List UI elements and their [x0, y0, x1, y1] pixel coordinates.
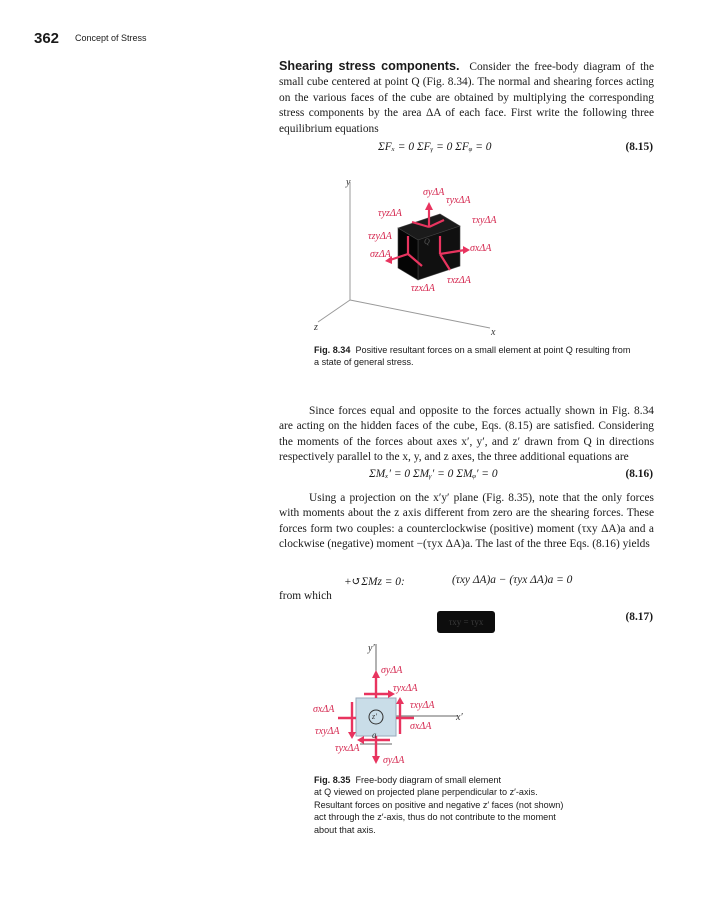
- label-tau-yx: τyxΔA: [446, 195, 471, 206]
- paragraph-text: Using a projection on the x′y′ plane (Fig. 8.35), note that the only forces with moments about the z axis different from zero are the shearing forces. These forces form two couples: a counterclockwise (positive) moment (τxy ΔA)a and a clockwise (negative) moment −(τyx ΔA)a. The last of the three Eqs. (8.16) yields: [279, 492, 654, 551]
- equation-number-8-16: (8.16): [625, 468, 653, 480]
- paragraph-text: Since forces equal and opposite to the forces actually shown in Fig. 8.34 are acting on the hidden faces of the cube, Eqs. (8.15) are satisfied. Considering the moments of the forces about axes x′, y′, and z′ drawn from Q in directions respectively parallel to the x, y, and z axes, the three additional equations are: [279, 405, 654, 464]
- axis-label-z-prime: z′: [372, 712, 377, 721]
- paragraph-text: Consider the free-body diagram of the small cube centered at point Q (Fig. 8.34). The normal and shearing forces acting on the various faces of the cube are obtained by multiplying the corresponding stress components by the area ΔA of each face. First write the following three equilibrium equations: [279, 61, 654, 135]
- label-sigma-z: σzΔA: [370, 249, 391, 260]
- equation-moment-left: +↺ΣMz = 0:: [344, 576, 405, 588]
- label-tau-yz: τyzΔA: [378, 208, 402, 219]
- label-sigma-x: σxΔA: [470, 243, 492, 254]
- x-axis-line: [350, 300, 490, 328]
- caption-label: Fig. 8.34: [314, 345, 351, 355]
- caption-label: Fig. 8.35: [314, 775, 351, 785]
- caption-line: Resultant forces on positive and negative z′ faces (not shown): [314, 799, 564, 810]
- label-point-q: Q: [424, 237, 430, 246]
- equation-moment-right: (τxy ΔA)a − (τyx ΔA)a = 0: [452, 574, 573, 586]
- label-sigma-y: σyΔA: [423, 187, 445, 198]
- label-sigma-x-right: σxΔA: [410, 721, 432, 732]
- page-number: 362: [34, 30, 60, 47]
- paragraph-moments: [279, 404, 654, 466]
- caption-line: act through the z′-axis, thus do not contribute to the moment: [314, 812, 556, 823]
- section-heading: Shearing stress components.: [279, 59, 460, 73]
- label-tau-xy-left: τxyΔA: [315, 726, 340, 737]
- equation-8-16: ΣMₓ′ = 0 ΣMᵧ′ = 0 ΣMᵩ′ = 0: [369, 468, 498, 480]
- running-head: Concept of Stress: [75, 33, 147, 43]
- caption-text: Positive resultant forces on a small element at point Q resulting from a state of general stress.: [314, 345, 631, 368]
- axis-label-x: x: [491, 327, 496, 338]
- z-axis-line: [318, 300, 350, 322]
- caption-line: at Q viewed on projected plane perpendicular to z′-axis.: [314, 787, 538, 798]
- axis-label-x-prime: x′: [456, 712, 463, 723]
- axis-label-z: z: [314, 322, 318, 333]
- equation-8-17-box: τxy = τyx: [437, 611, 495, 633]
- paragraph-projection: [279, 491, 654, 553]
- label-tau-zx: τzxΔA: [411, 283, 435, 294]
- label-tau-xz: τxzΔA: [447, 275, 471, 286]
- axis-label-y-prime: y′: [368, 643, 375, 654]
- caption-line: about that axis.: [314, 824, 376, 835]
- label-tau-yx-top: τyxΔA: [393, 683, 418, 694]
- label-tau-zy: τzyΔA: [368, 231, 392, 242]
- caption-fig-8-34: [314, 344, 634, 369]
- equation-number-8-15: (8.15): [625, 141, 653, 153]
- equation-number-8-17: (8.17): [625, 611, 653, 623]
- caption-line: Free-body diagram of small element: [355, 775, 502, 785]
- from-which-text: from which: [279, 590, 332, 602]
- label-tau-xy: τxyΔA: [472, 215, 497, 226]
- label-sigma-x-left: σxΔA: [313, 704, 335, 715]
- figure-8-34-diagram: [300, 170, 520, 345]
- axis-label-y: y: [346, 177, 351, 188]
- label-tau-yx-bottom: τyxΔA: [335, 743, 360, 754]
- equation-8-15: ΣFₓ = 0 ΣFᵧ = 0 ΣFᵩ = 0: [378, 141, 492, 153]
- label-tau-xy-right: τxyΔA: [410, 700, 435, 711]
- caption-fig-8-35: [314, 774, 644, 836]
- label-sigma-y-top: σyΔA: [381, 665, 403, 676]
- label-dimension-a: a: [372, 730, 377, 740]
- paragraph-shearing-stress: [279, 59, 654, 137]
- label-sigma-y-bottom: σyΔA: [383, 755, 405, 766]
